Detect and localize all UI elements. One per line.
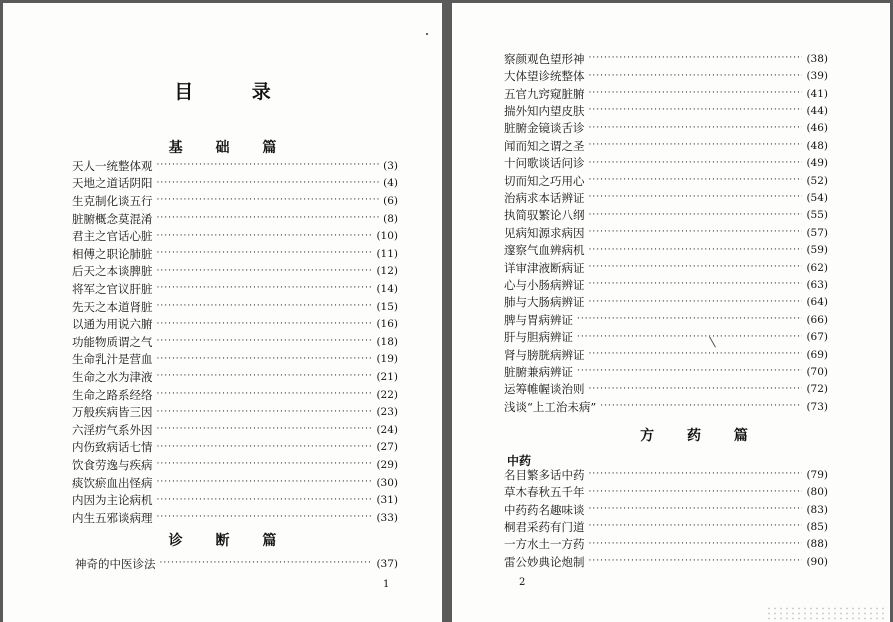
dot-leader bbox=[157, 513, 373, 522]
toc-entry bbox=[72, 245, 398, 263]
left-page bbox=[3, 3, 442, 622]
toc-entry-page: (79) bbox=[806, 468, 828, 481]
toc-entry-title: 桐君采药有门道 bbox=[504, 519, 585, 534]
toc-entry bbox=[72, 157, 398, 175]
dot-leader bbox=[589, 540, 803, 549]
toc-entry-page: (15) bbox=[376, 300, 398, 313]
dot-leader bbox=[589, 505, 803, 514]
toc-entry-title: 内伤致病话七情 bbox=[72, 440, 153, 455]
dot-leader bbox=[589, 385, 803, 394]
toc-entry bbox=[504, 172, 828, 190]
dot-leader bbox=[157, 320, 373, 329]
dot-leader bbox=[157, 214, 380, 223]
dot-leader bbox=[589, 228, 803, 237]
toc-entry-page: (18) bbox=[376, 335, 398, 348]
toc-entry bbox=[72, 368, 398, 386]
toc-entry-title: 肾与膀胱病辨证 bbox=[504, 347, 585, 362]
toc-entry-title: 脾与胃病辨证 bbox=[504, 312, 573, 327]
toc-entry-page: (3) bbox=[383, 159, 398, 172]
toc-entry bbox=[504, 328, 828, 346]
toc-entry-page: (24) bbox=[376, 423, 398, 436]
dot-leader bbox=[589, 124, 803, 133]
dot-leader bbox=[157, 460, 373, 469]
toc-entry-title: 见病知源求病因 bbox=[504, 225, 585, 240]
dot-leader bbox=[577, 367, 802, 376]
toc-entry-title: 脏腑金镜谈舌诊 bbox=[504, 121, 585, 136]
toc-entry bbox=[72, 192, 398, 210]
toc-entry bbox=[504, 518, 828, 536]
toc-entry-title: 察颜观色望形神 bbox=[504, 51, 585, 66]
dot-leader bbox=[589, 350, 803, 359]
dot-leader bbox=[589, 557, 803, 566]
toc-entry-title: 生命之路系经络 bbox=[72, 387, 153, 402]
dot-leader bbox=[577, 333, 802, 342]
toc-entry-title: 生命乳汁是营血 bbox=[72, 352, 153, 367]
toc-entry-title: 相傅之职论肺脏 bbox=[72, 246, 153, 261]
toc-entry-title: 肺与大肠病辨证 bbox=[504, 295, 585, 310]
toc-entry bbox=[504, 381, 828, 399]
toc-entry bbox=[72, 439, 398, 457]
dot-leader bbox=[589, 89, 803, 98]
dot-leader bbox=[157, 408, 373, 417]
toc-entry-title: 十问歌谈话问诊 bbox=[504, 156, 585, 171]
toc-entry-title: 生命之水为津液 bbox=[72, 369, 153, 384]
toc-entry-page: (67) bbox=[806, 331, 828, 344]
toc-entry-page: (8) bbox=[383, 212, 398, 225]
toc-entry-page: (14) bbox=[376, 282, 398, 295]
toc-entry-page: (54) bbox=[806, 191, 828, 204]
toc-entry bbox=[504, 363, 828, 381]
toc-entry-title: 治病求本话辨证 bbox=[504, 190, 585, 205]
toc-entry-title: 内生五邪谈病理 bbox=[72, 510, 153, 525]
toc-entry-page: (10) bbox=[376, 230, 398, 243]
toc-entry-page: (62) bbox=[806, 261, 828, 274]
dot-leader bbox=[589, 159, 803, 168]
toc-entry-page: (27) bbox=[376, 441, 398, 454]
toc-entry-page: (49) bbox=[806, 157, 828, 170]
toc-entry-title: 中药药名趣味谈 bbox=[504, 502, 585, 517]
dot-leader bbox=[589, 246, 803, 255]
toc-entry-page: (57) bbox=[806, 226, 828, 239]
scan-edge-artifact bbox=[766, 606, 886, 622]
toc-entry bbox=[504, 483, 828, 501]
toc-entry-page: (19) bbox=[376, 353, 398, 366]
dot-leader bbox=[589, 72, 803, 81]
toc-entry bbox=[504, 67, 828, 85]
dot-leader bbox=[157, 249, 373, 258]
toc-entry bbox=[504, 346, 828, 364]
section-heading-diagnosis: 诊 断 篇 bbox=[168, 533, 291, 549]
toc-entry-page: (44) bbox=[806, 104, 828, 117]
toc-entry-title: 功能物质谓之气 bbox=[72, 334, 153, 349]
dot-leader bbox=[157, 196, 380, 205]
dot-leader bbox=[157, 425, 373, 434]
toc-entry-page: (90) bbox=[806, 555, 828, 568]
toc-entry-page: (4) bbox=[383, 177, 398, 190]
dot-leader bbox=[589, 470, 803, 479]
dot-leader bbox=[157, 284, 373, 293]
toc-entry-title: 详审津液断病证 bbox=[504, 260, 585, 275]
toc-entry bbox=[72, 175, 398, 193]
dot-leader bbox=[589, 298, 803, 307]
dot-leader bbox=[157, 267, 373, 276]
toc-entry-title: 将军之官议肝脏 bbox=[72, 281, 153, 296]
toc-entry-page: (11) bbox=[376, 247, 398, 260]
toc-entry bbox=[504, 553, 828, 571]
toc-entry-page: (73) bbox=[806, 400, 828, 413]
toc-entry-title: 内因为主论病机 bbox=[72, 493, 153, 508]
dot-leader bbox=[589, 176, 803, 185]
dot-leader bbox=[589, 488, 803, 497]
toc-entry-page: (21) bbox=[376, 370, 398, 383]
toc-entry-page: (70) bbox=[806, 365, 828, 378]
toc-entry-page: (63) bbox=[806, 278, 828, 291]
toc-entry bbox=[72, 509, 398, 527]
toc-entry bbox=[72, 403, 398, 421]
toc-entry-page: (64) bbox=[806, 296, 828, 309]
toc-entry-title: 后天之本谈脾脏 bbox=[72, 264, 153, 279]
toc-entry bbox=[504, 276, 828, 294]
toc-entry-title: 执简驭繁论八纲 bbox=[504, 208, 585, 223]
toc-entry bbox=[72, 456, 398, 474]
dot-leader bbox=[589, 211, 803, 220]
page-number: 1 bbox=[383, 579, 390, 590]
toc-entry-title: 大体望诊统整体 bbox=[504, 69, 585, 84]
toc-entry bbox=[72, 227, 398, 245]
toc-entry bbox=[72, 280, 398, 298]
toc-entry bbox=[72, 263, 398, 281]
toc-entry-page: (80) bbox=[806, 486, 828, 499]
dot-leader bbox=[589, 106, 803, 115]
toc-entry bbox=[504, 259, 828, 277]
toc-entry-page: (46) bbox=[806, 122, 828, 135]
toc-entry-title: 心与小肠病辨证 bbox=[504, 277, 585, 292]
toc-entry-page: (72) bbox=[806, 383, 828, 396]
dot-leader bbox=[157, 496, 373, 505]
toc-entry bbox=[72, 474, 398, 492]
toc-entry bbox=[72, 333, 398, 351]
toc-entry bbox=[504, 137, 828, 155]
toc-entry bbox=[504, 207, 828, 225]
dot-leader bbox=[157, 161, 380, 170]
toc-entry bbox=[72, 210, 398, 228]
dot-leader bbox=[600, 402, 802, 411]
toc-entry-title: 揣外知内望皮肤 bbox=[504, 103, 585, 118]
dot-leader bbox=[157, 179, 380, 188]
toc-entry bbox=[75, 555, 398, 573]
toc-entry bbox=[504, 154, 828, 172]
dot-leader bbox=[589, 522, 803, 531]
toc-entry-page: (22) bbox=[376, 388, 398, 401]
dot-leader bbox=[160, 559, 373, 568]
toc-entry-title: 肝与胆病辨证 bbox=[504, 330, 573, 345]
toc-entry-title: 君主之官话心脏 bbox=[72, 229, 153, 244]
dot-leader bbox=[157, 443, 373, 452]
toc-entry bbox=[504, 85, 828, 103]
toc-entry bbox=[504, 102, 828, 120]
toc-entry-page: (41) bbox=[806, 87, 828, 100]
toc-entry-title: 神奇的中医诊法 bbox=[75, 556, 156, 571]
toc-entry-page: (59) bbox=[806, 244, 828, 257]
toc-entry-title: 雷公妙典论炮制 bbox=[504, 554, 585, 569]
toc-entry-title: 一方水土一方药 bbox=[504, 537, 585, 552]
toc-entry-title: 饮食劳逸与疾病 bbox=[72, 457, 153, 472]
dot-leader bbox=[157, 390, 373, 399]
toc-entry-title: 万般疾病皆三因 bbox=[72, 405, 153, 420]
toc-entry bbox=[72, 298, 398, 316]
toc-entry-title: 生克制化谈五行 bbox=[72, 193, 153, 208]
toc-entry bbox=[504, 241, 828, 259]
toc-entry-title: 脏腑概念莫混淆 bbox=[72, 211, 153, 226]
dot-leader bbox=[157, 337, 373, 346]
toc-entry bbox=[504, 50, 828, 68]
toc-entry-page: (48) bbox=[806, 139, 828, 152]
dot-leader bbox=[577, 315, 802, 324]
section-heading-foundation: 基 础 篇 bbox=[168, 140, 291, 156]
toc-entry-page: (38) bbox=[806, 52, 828, 65]
toc-entry-title: 运筹帷幄谈治则 bbox=[504, 382, 585, 397]
section-heading-prescriptions: 方 药 篇 bbox=[640, 428, 762, 444]
toc-entry-title: 切而知之巧用心 bbox=[504, 173, 585, 188]
dot-leader bbox=[157, 478, 373, 487]
page-number: 2 bbox=[519, 577, 526, 588]
toc-entry-page: (6) bbox=[383, 194, 398, 207]
toc-entry bbox=[504, 536, 828, 554]
toc-entry bbox=[72, 315, 398, 333]
dot-leader bbox=[589, 54, 803, 63]
toc-entry bbox=[504, 501, 828, 519]
toc-entry-title: 痰饮瘀血出怪病 bbox=[72, 475, 153, 490]
toc-entry-page: (69) bbox=[806, 348, 828, 361]
toc-entry-title: 闻而知之谓之圣 bbox=[504, 138, 585, 153]
toc-entry-title: 以通为用说六腑 bbox=[72, 317, 153, 332]
toc-entry bbox=[504, 294, 828, 312]
toc-entry-title: 天地之道话阴阳 bbox=[72, 176, 153, 191]
toc-entry bbox=[72, 386, 398, 404]
toc-entry-page: (16) bbox=[376, 318, 398, 331]
toc-entry-title: 先天之本道肾脏 bbox=[72, 299, 153, 314]
subsection-heading-herbs: 中药 bbox=[507, 454, 532, 468]
dot-leader bbox=[589, 280, 803, 289]
dot-leader bbox=[157, 302, 373, 311]
toc-entry-title: 天人一统整体观 bbox=[72, 158, 153, 173]
right-page bbox=[452, 3, 890, 622]
toc-entry-page: (30) bbox=[376, 476, 398, 489]
toc-entry-title: 脏腑兼病辨证 bbox=[504, 364, 573, 379]
dot-leader bbox=[589, 141, 803, 150]
toc-title: 目 录 bbox=[174, 81, 297, 103]
toc-entry bbox=[72, 421, 398, 439]
toc-entry-page: (88) bbox=[806, 538, 828, 551]
toc-entry bbox=[504, 398, 828, 416]
toc-entry-title: 名目繁多话中药 bbox=[504, 467, 585, 482]
toc-entry-page: (55) bbox=[806, 209, 828, 222]
dot-leader bbox=[157, 372, 373, 381]
scan-speck bbox=[426, 33, 428, 35]
toc-entry-page: (31) bbox=[376, 494, 398, 507]
dot-leader bbox=[589, 193, 803, 202]
toc-entry bbox=[504, 189, 828, 207]
toc-entry bbox=[72, 351, 398, 369]
dot-leader bbox=[157, 355, 373, 364]
toc-entry bbox=[72, 491, 398, 509]
dot-leader bbox=[589, 263, 803, 272]
toc-entry bbox=[504, 120, 828, 138]
toc-entry-page: (66) bbox=[806, 313, 828, 326]
toc-entry-title: 浅谈“上工治未病” bbox=[504, 399, 597, 414]
dot-leader bbox=[157, 232, 373, 241]
toc-entry-page: (29) bbox=[376, 458, 398, 471]
toc-entry-page: (85) bbox=[806, 520, 828, 533]
toc-entry-page: (83) bbox=[806, 503, 828, 516]
toc-entry-page: (39) bbox=[806, 70, 828, 83]
toc-entry-title: 邃察气血辨病机 bbox=[504, 243, 585, 258]
toc-entry-title: 六淫疠气系外因 bbox=[72, 422, 153, 437]
toc-entry bbox=[504, 466, 828, 484]
toc-entry-title: 草木春秋五千年 bbox=[504, 485, 585, 500]
toc-entry-page: (37) bbox=[376, 557, 398, 570]
toc-entry-page: (23) bbox=[376, 406, 398, 419]
toc-entry-page: (33) bbox=[376, 511, 398, 524]
toc-entry-page: (52) bbox=[806, 174, 828, 187]
toc-entry bbox=[504, 224, 828, 242]
toc-entry bbox=[504, 311, 828, 329]
toc-entry-page: (12) bbox=[376, 265, 398, 278]
toc-entry-title: 五官九窍窥脏腑 bbox=[504, 86, 585, 101]
